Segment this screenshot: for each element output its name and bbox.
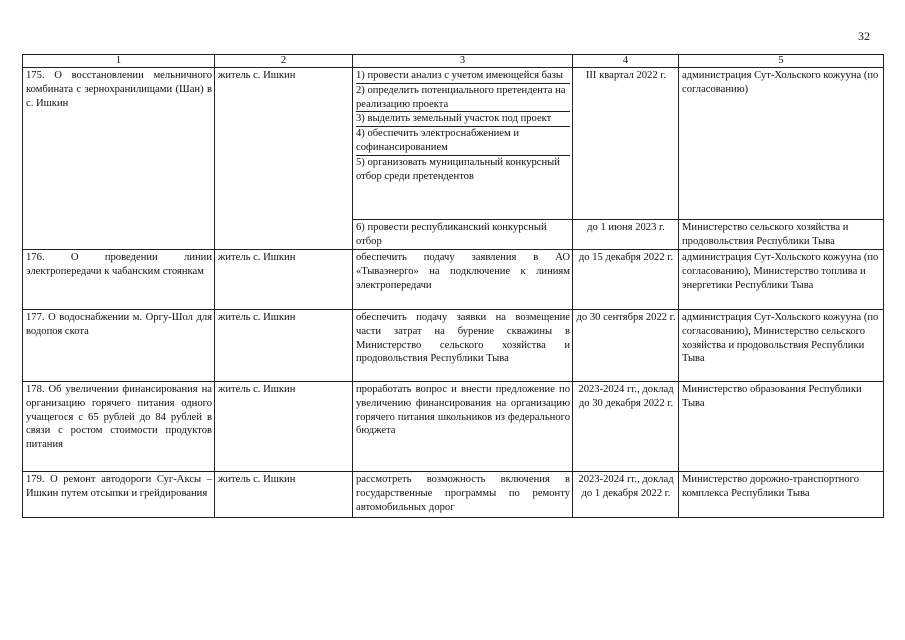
page-number: 32 [858,29,870,43]
applicant-cell: житель с. Ишкин [215,310,353,382]
issue-cell: 176. О проведении линии электропередачи к чабанским стоянкам [23,250,215,310]
applicant-cell: житель с. Ишкин [215,472,353,518]
deadline-cell: до 15 декабря 2022 г. [573,250,679,310]
deadline-cell: 2023-2024 гг., доклад до 30 декабря 2022 г. [573,382,679,472]
table-row [23,250,884,310]
deadline-cell: до 1 июня 2023 г. [573,220,679,250]
responsible-cell: администрация Сут-Хольского кожууна (по согласованию), Министерство сельского хозяйства и продовольствия Республики Тыва [679,310,884,382]
responsible-cell: администрация Сут-Хольского кожууна (по согласованию), Министерство топлива и энергетики Республики Тыва [679,250,884,310]
deadline-cell: до 30 сентября 2022 г. [573,310,679,382]
issue-cell: 177. О водоснабжении м. Оргу-Шол для водопоя скота [23,310,215,382]
table-row [23,68,884,220]
measure-cell: обеспечить подачу заявки на возмещение части затрат на бурение скважины в Министерство сельского хозяйства и продовольствия Республики Тыва [353,310,573,382]
measure-item: 3) выделить земельный участок под проект [356,112,570,127]
column-header: 5 [679,55,884,68]
measure-item: 4) обеспечить электроснабжением и софинансированием [356,127,570,156]
issue-cell: 175. О восстановлении мельничного комбината с зернохранилищами (Шан) в с. Ишкин [23,68,215,250]
issue-cell: 178. Об увеличении финансирования на организацию горячего питания одного учащегося с 65 рублей до 84 рублей в связи с ростом стоимости продуктов питания [23,382,215,472]
measure-cell: рассмотреть возможность включения в государственные программы по ремонту автомобильных дорог [353,472,573,518]
issue-cell: 179. О ремонт автодороги Суг-Аксы – Ишкин путем отсыпки и грейдирования [23,472,215,518]
table-row [23,472,884,518]
deadline-cell: III квартал 2022 г. [573,68,679,220]
column-header: 4 [573,55,679,68]
responsible-cell: Министерство образования Республики Тыва [679,382,884,472]
deadline-cell: 2023-2024 гг., доклад до 1 декабря 2022 г. [573,472,679,518]
column-header: 1 [23,55,215,68]
responsible-cell: Министерство дорожно-транспортного комплекса Республики Тыва [679,472,884,518]
measures-table [22,54,884,518]
applicant-cell: житель с. Ишкин [215,68,353,250]
responsible-cell: Министерство сельского хозяйства и продовольствия Республики Тыва [679,220,884,250]
measure-cell: 6) провести республиканский конкурсный отбор [353,220,573,250]
table-row [23,310,884,382]
measure-cell: обеспечить подачу заявления в АО «Тываэнерго» на подключение к линиям электропередачи [353,250,573,310]
table-row [23,382,884,472]
measures-cell [353,68,573,220]
measure-item: 5) организовать муниципальный конкурсный отбор среди претендентов [356,156,560,182]
column-header: 3 [353,55,573,68]
measure-cell: проработать вопрос и внести предложение по увеличению финансирования на организацию горячего питания школьников из федерального бюджета [353,382,573,472]
measure-item: 2) определить потенциального претендента на реализацию проекта [356,84,570,113]
applicant-cell: житель с. Ишкин [215,250,353,310]
measure-item: 1) провести анализ с учетом имеющейся базы [356,69,570,84]
responsible-cell: администрация Сут-Хольского кожууна (по согласованию) [679,68,884,220]
applicant-cell: житель с. Ишкин [215,382,353,472]
column-header: 2 [215,55,353,68]
table-header-row [23,55,884,68]
